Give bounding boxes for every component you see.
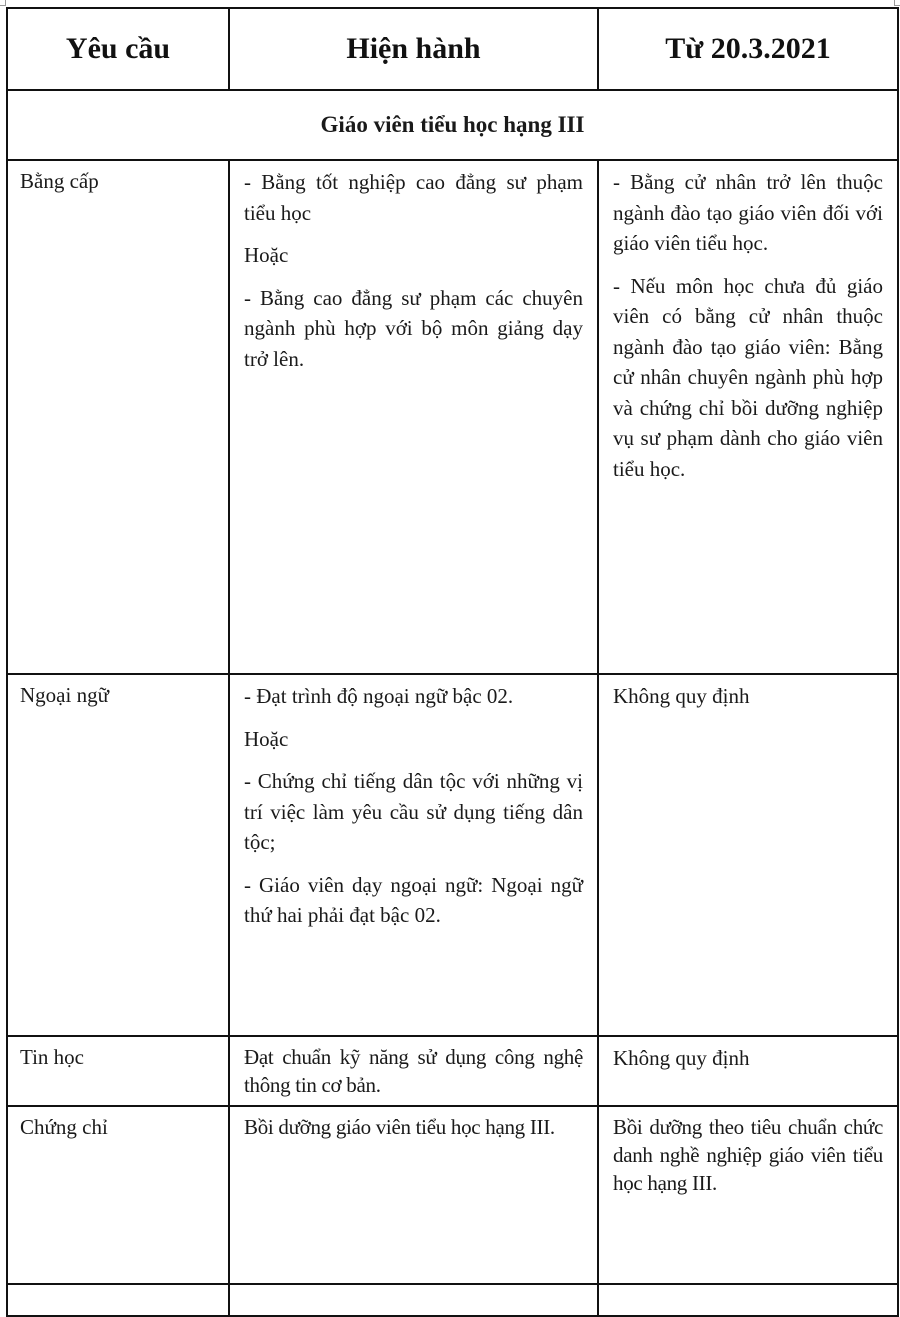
table-row-partial	[7, 1284, 898, 1316]
section-row	[7, 90, 898, 160]
requirement-cell	[7, 1106, 229, 1284]
table-row	[7, 1036, 898, 1106]
header-from-2021: Từ 20.3.2021	[598, 8, 898, 90]
requirement-cell	[7, 1036, 229, 1106]
new-text: - Bằng cử nhân trở lên thuộc ngành đào tạo giáo viên đối với giáo viên tiểu học.	[613, 170, 883, 255]
page-corner-mark-left	[0, 0, 6, 6]
current-text: - Chứng chỉ tiếng dân tộc với những vị trí việc làm yêu cầu sử dụng tiếng dân tộc;	[244, 769, 583, 854]
current-text: - Bằng cao đẳng sư phạm các chuyên ngành phù hợp với bộ môn giảng dạy trở lên.	[244, 285, 583, 371]
new-cell	[598, 160, 898, 674]
current-text: Hoặc	[244, 726, 289, 751]
requirement-label: Tin học	[20, 1045, 84, 1069]
empty-cell	[598, 1284, 898, 1316]
requirement-cell	[7, 674, 229, 1036]
new-text: Bồi dưỡng theo tiêu chuẩn chức danh nghề nghiệp giáo viên tiểu học hạng III.	[613, 1115, 883, 1195]
page-corner-mark-right	[894, 0, 900, 6]
current-cell	[229, 1036, 598, 1106]
requirement-label: Chứng chỉ	[20, 1115, 108, 1139]
requirement-cell	[7, 160, 229, 674]
new-cell	[598, 1036, 898, 1106]
new-text: Không quy định	[613, 684, 750, 708]
current-text: Hoặc	[244, 243, 289, 267]
current-cell	[229, 674, 598, 1036]
current-text: Bồi dưỡng giáo viên tiểu học hạng III.	[244, 1115, 555, 1139]
section-title: Giáo viên tiểu học hạng III	[7, 90, 898, 160]
header-current: Hiện hành	[229, 8, 598, 90]
requirement-label: Ngoại ngữ	[20, 683, 109, 707]
current-text: - Đạt trình độ ngoại ngữ bậc 02.	[244, 684, 514, 708]
current-cell	[229, 160, 598, 674]
empty-cell	[7, 1284, 229, 1316]
new-text: Không quy định	[613, 1046, 750, 1070]
empty-cell	[229, 1284, 598, 1316]
new-cell	[598, 674, 898, 1036]
table-row	[7, 1106, 898, 1284]
requirement-label: Bằng cấp	[20, 169, 99, 193]
current-text: - Giáo viên dạy ngoại ngữ: Ngoại ngữ thứ hai phải đạt bậc 02.	[244, 872, 583, 927]
table-row	[7, 674, 898, 1036]
table-row	[7, 160, 898, 674]
comparison-table	[6, 7, 899, 1317]
new-cell	[598, 1106, 898, 1284]
current-cell	[229, 1106, 598, 1284]
header-requirement: Yêu cầu	[7, 8, 229, 90]
header-row	[7, 8, 898, 90]
current-text: - Bằng tốt nghiệp cao đẳng sư phạm tiểu học	[244, 170, 583, 225]
new-text: - Nếu môn học chưa đủ giáo viên có bằng cử nhân thuộc ngành đào tạo giáo viên: Bằng cử nhân chuyên ngành phù hợp và chứng chỉ bồi dưỡng nghiệp vụ sư phạm dành cho giáo viên tiểu học.	[613, 273, 883, 481]
current-text: Đạt chuẩn kỹ năng sử dụng công nghệ thông tin cơ bản.	[244, 1045, 583, 1097]
